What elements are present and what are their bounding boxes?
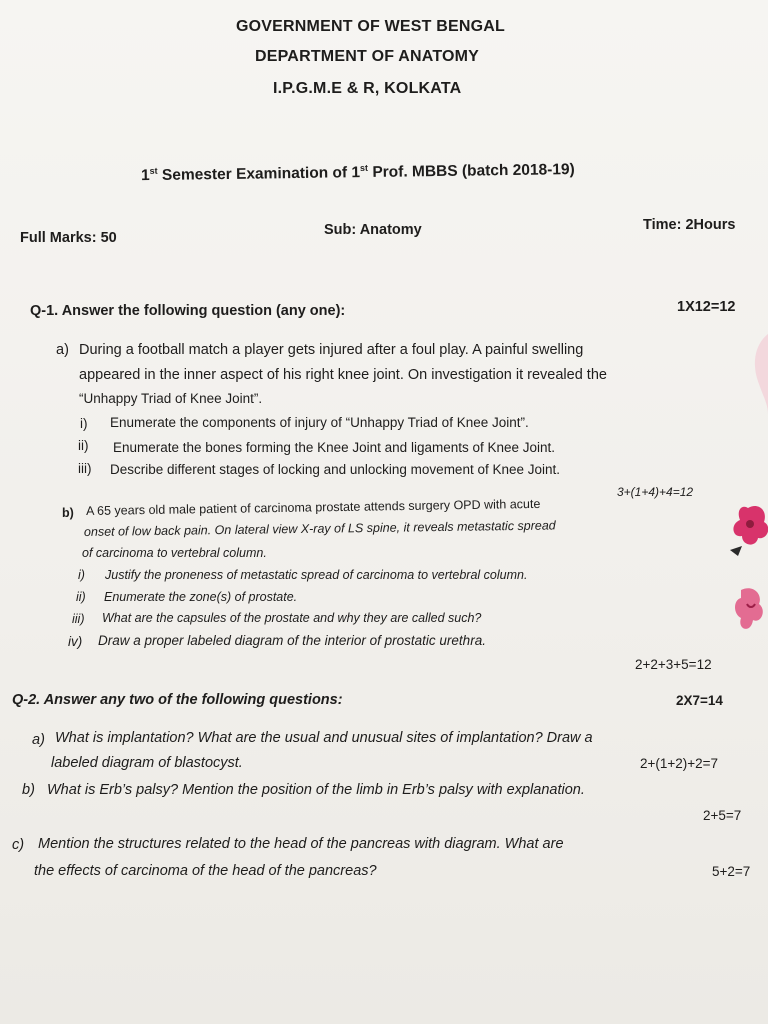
q1a-item-num: i)	[80, 416, 88, 431]
q1b-item-text: Enumerate the zone(s) of prostate.	[104, 590, 298, 604]
q2b-label: b)	[22, 782, 35, 798]
header-department: DEPARTMENT OF ANATOMY	[255, 48, 480, 65]
q1b-item-text: Justify the proneness of metastatic spread of carcinoma to vertebral column.	[105, 568, 528, 582]
q2b-line1: What is Erb’s palsy? Mention the position of the limb in Erb’s palsy with explanation.	[47, 782, 585, 798]
exam-title: 1st Semester Examination of 1st Prof. MBBS (batch 2018-19)	[140, 161, 575, 185]
q1b-item-num: ii)	[76, 590, 86, 604]
q1a-line2: appeared in the inner aspect of his right knee joint. On investigation it revealed the	[79, 367, 607, 383]
q1a-marks: 3+(1+4)+4=12	[617, 485, 694, 499]
q1a-item-text: Enumerate the bones forming the Knee Joint and ligaments of Knee Joint.	[113, 440, 556, 455]
q2a-line2: labeled diagram of blastocyst.	[51, 755, 243, 771]
q2a-label: a)	[32, 732, 45, 748]
header-institute: I.P.G.M.E & R, KOLKATA	[273, 80, 462, 97]
q1b-item-text: Draw a proper labeled diagram of the interior of prostatic urethra.	[98, 633, 486, 648]
subject: Sub: Anatomy	[324, 222, 422, 238]
q1a-item-num: ii)	[78, 438, 89, 453]
q1a-line3: “Unhappy Triad of Knee Joint”.	[79, 391, 263, 406]
header-government: GOVERNMENT OF WEST BENGAL	[236, 18, 505, 35]
q1a-label: a)	[56, 342, 69, 358]
q1-heading: Q-1. Answer the following question (any one):	[30, 303, 346, 319]
q1-marks: 1X12=12	[677, 299, 736, 315]
q2-heading: Q-2. Answer any two of the following questions:	[12, 692, 343, 708]
flower-petal-icon	[745, 334, 768, 414]
q2c-line2: the effects of carcinoma of the head of the pancreas?	[34, 863, 377, 879]
flower-decoration-icon	[728, 500, 768, 570]
q2b-marks: 2+5=7	[703, 808, 742, 823]
full-marks: Full Marks: 50	[20, 230, 117, 246]
q1a-item-text: Describe different stages of locking and unlocking movement of Knee Joint.	[110, 462, 561, 477]
q1b-item-num: iv)	[68, 634, 83, 649]
q1a-line1: During a football match a player gets injured after a foul play. A painful swelling	[79, 342, 584, 358]
q1b-label: b)	[62, 506, 74, 520]
q1a-item-num: iii)	[78, 461, 92, 476]
q1b-line3: of carcinoma to vertebral column.	[82, 546, 267, 560]
q1b-item-text: What are the capsules of the prostate and why they are called such?	[102, 611, 482, 625]
time-allowed: Time: 2Hours	[643, 217, 736, 233]
q2c-marks: 5+2=7	[712, 864, 751, 879]
q2a-line1: What is implantation? What are the usual and unusual sites of implantation? Draw a	[55, 730, 593, 746]
q1b-item-num: iii)	[72, 612, 85, 626]
q2-marks: 2X7=14	[676, 693, 723, 708]
q1b-line2: onset of low back pain. On lateral view X-ray of LS spine, it reveals metastatic spread	[83, 518, 556, 539]
q2a-marks: 2+(1+2)+2=7	[640, 756, 719, 771]
q1b-line1: A 65 years old male patient of carcinoma prostate attends surgery OPD with acute	[85, 496, 541, 518]
q2c-line1: Mention the structures related to the head of the pancreas with diagram. What are	[38, 836, 564, 852]
q1a-item-text: Enumerate the components of injury of “Unhappy Triad of Knee Joint”.	[110, 415, 529, 430]
q1b-marks: 2+2+3+5=12	[635, 657, 712, 672]
q2c-label: c)	[12, 837, 25, 853]
flower-decoration-icon	[733, 584, 768, 644]
q1b-item-num: i)	[78, 568, 85, 582]
